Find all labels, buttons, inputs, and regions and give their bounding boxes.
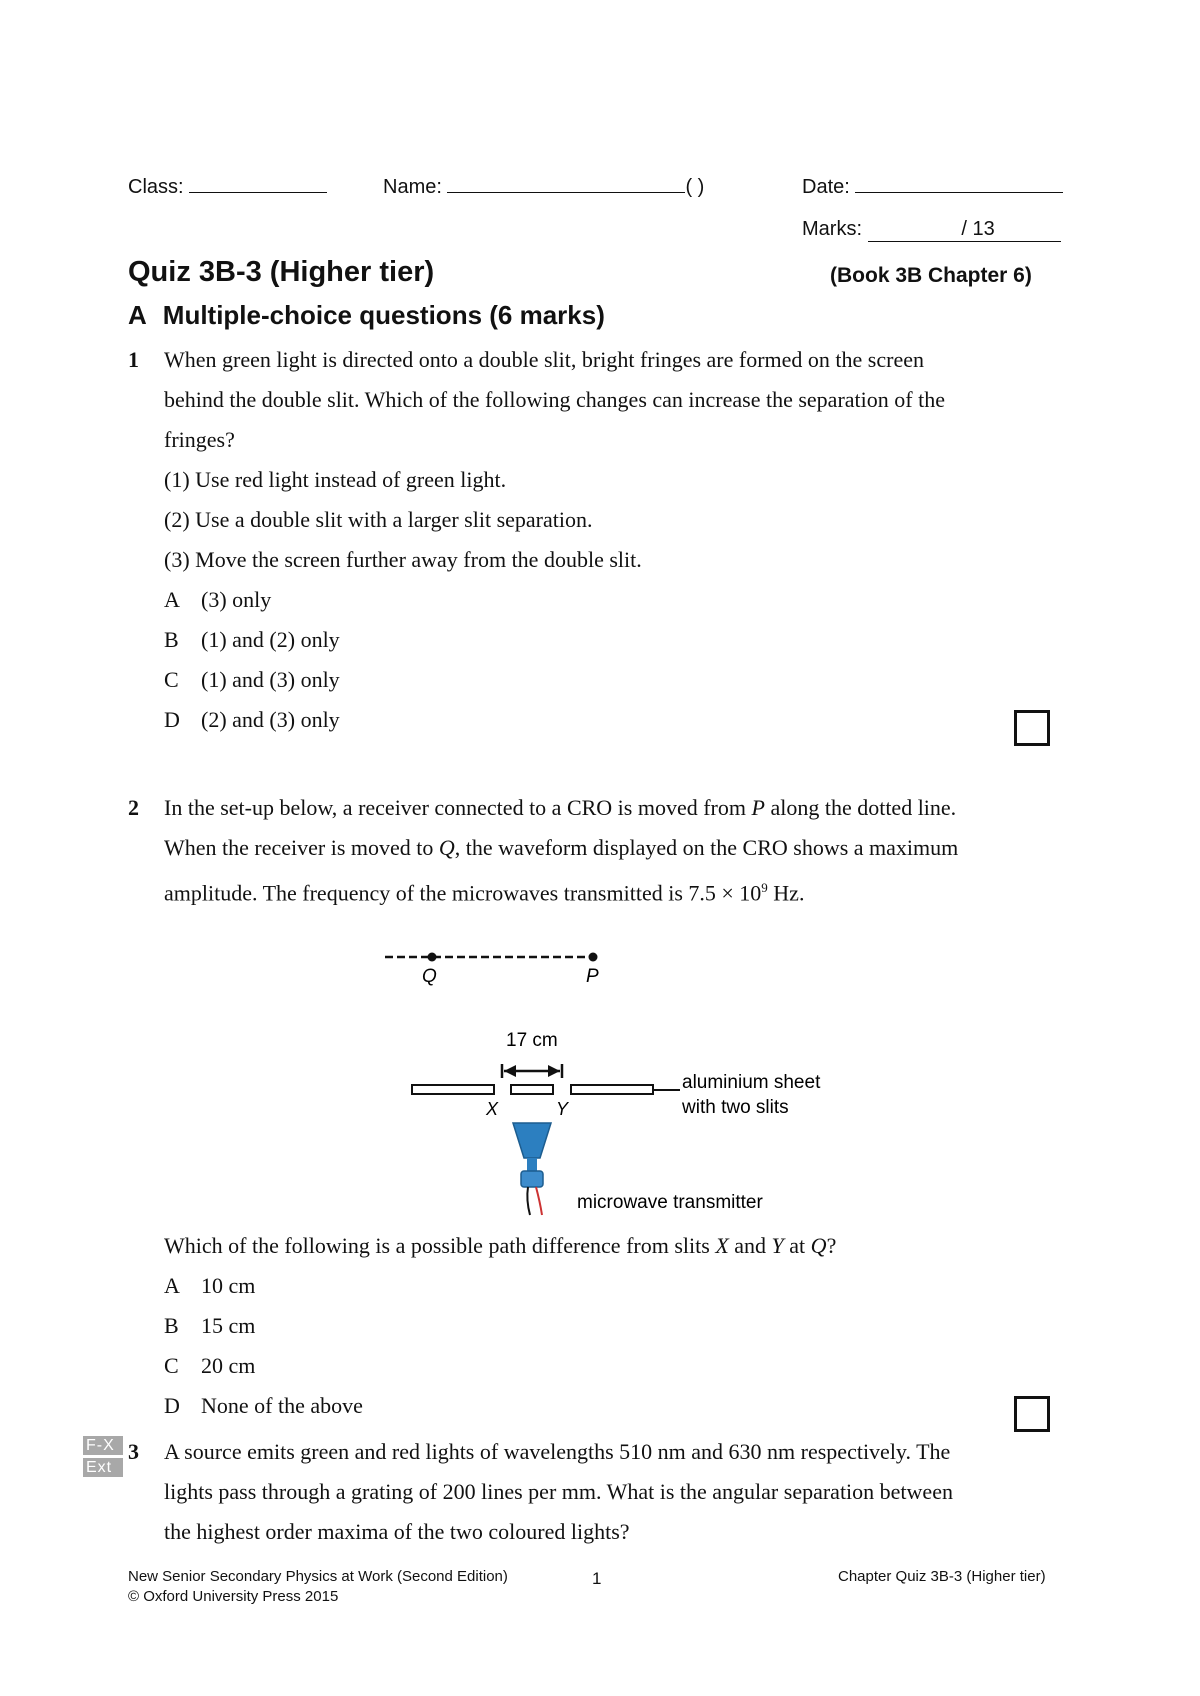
- point-q-marker: [428, 953, 437, 962]
- footer-copyright: © Oxford University Press 2015: [128, 1588, 339, 1605]
- name-field: [383, 176, 704, 199]
- label-slit-distance: 17 cm: [506, 1030, 558, 1051]
- q2-question: [164, 1226, 1114, 1426]
- q1-option-c[interactable]: C (1) and (3) only: [164, 667, 340, 692]
- transmitter-neck: [527, 1158, 537, 1172]
- quiz-title: Quiz 3B-3 (Higher tier): [128, 256, 435, 288]
- q2-question-line: Which of the following is a possible path difference from slits X and Y at Q?: [164, 1233, 837, 1258]
- q2-answer-box[interactable]: [1014, 1396, 1050, 1432]
- transmitter-wire-black: [527, 1187, 530, 1215]
- sheet-segment-middle: [511, 1085, 553, 1094]
- q1-stem: [164, 340, 1114, 740]
- transmitter-horn: [513, 1123, 551, 1158]
- q1-stem-line: behind the double slit. Which of the following changes can increase the separation of the: [164, 387, 945, 412]
- date-label: Date:: [802, 176, 850, 198]
- q2-option-d[interactable]: D None of the above: [164, 1393, 363, 1418]
- q1-option-b[interactable]: B (1) and (2) only: [164, 627, 340, 652]
- footer-book-title: New Senior Secondary Physics at Work (Second Edition): [128, 1568, 508, 1585]
- footer-chapter: Chapter Quiz 3B-3 (Higher tier): [838, 1568, 1046, 1585]
- q1-option-a[interactable]: A (3) only: [164, 587, 272, 612]
- marks-total: / 13: [961, 218, 995, 240]
- label-p: P: [586, 966, 599, 987]
- footer-page-number: 1: [592, 1569, 602, 1588]
- q1-stem-line: When green light is directed onto a double slit, bright fringes are formed on the screen: [164, 347, 924, 372]
- q3-stem: [164, 1432, 1114, 1552]
- q2-number: 2: [128, 795, 139, 820]
- section-heading: [128, 300, 605, 331]
- fx-badge-line-1: F-X: [83, 1436, 123, 1455]
- label-q: Q: [422, 966, 437, 987]
- q1-answer-box[interactable]: [1014, 710, 1050, 746]
- q1-stem-line: fringes?: [164, 427, 235, 452]
- q2-option-b[interactable]: B 15 cm: [164, 1313, 256, 1338]
- sheet-segment-right: [571, 1085, 653, 1094]
- double-slit-microwave-diagram: [380, 930, 840, 1220]
- q3-stem-line: A source emits green and red lights of wavelengths 510 nm and 630 nm respectively. The: [164, 1439, 951, 1464]
- label-sheet-2: with two slits: [682, 1097, 789, 1118]
- q2-stem: [164, 788, 1114, 913]
- section-title: Multiple-choice questions (6 marks): [162, 300, 605, 330]
- label-transmitter: microwave transmitter: [577, 1192, 763, 1213]
- q1-option-d[interactable]: D (2) and (3) only: [164, 707, 340, 732]
- q2-stem-line-1: In the set-up below, a receiver connected to a CRO is moved from P along the dotted line.: [164, 795, 957, 820]
- microwave-transmitter: [513, 1123, 551, 1215]
- q1-statement: (3) Move the screen further away from the double slit.: [164, 547, 642, 572]
- transmitter-wire-red: [536, 1187, 542, 1215]
- point-p-marker: [589, 953, 598, 962]
- marks-blank[interactable]: [868, 218, 1061, 242]
- class-blank[interactable]: [189, 192, 327, 193]
- fx-badge-line-2: Ext: [83, 1458, 123, 1477]
- label-sheet-1: aluminium sheet: [682, 1072, 821, 1093]
- marks-label: Marks:: [802, 218, 862, 240]
- class-field: [128, 176, 327, 199]
- q1-number: 1: [128, 347, 139, 372]
- class-number-paren: ( ): [685, 176, 705, 198]
- q2-stem-line-3: amplitude. The frequency of the microwaves transmitted is $7.5 \times 10^9$ Hz.: [164, 880, 805, 906]
- section-letter: A: [128, 300, 147, 330]
- date-blank[interactable]: [855, 192, 1063, 193]
- distance-arrowhead-right: [548, 1065, 560, 1077]
- transmitter-body: [521, 1171, 543, 1187]
- label-slit-x: X: [486, 1099, 499, 1119]
- class-label: Class:: [128, 176, 184, 198]
- q1-statement: (2) Use a double slit with a larger slit separation.: [164, 507, 593, 532]
- q3-number: 3: [128, 1439, 139, 1464]
- q3-stem-line: the highest order maxima of the two coloured lights?: [164, 1519, 630, 1544]
- q2-stem-line-2: When the receiver is moved to Q, the waveform displayed on the CRO shows a maximum: [164, 835, 959, 860]
- book-reference: (Book 3B Chapter 6): [830, 264, 1032, 287]
- q2-option-a[interactable]: A 10 cm: [164, 1273, 256, 1298]
- distance-arrowhead-left: [504, 1065, 516, 1077]
- name-blank[interactable]: [447, 192, 685, 193]
- name-label: Name:: [383, 176, 442, 198]
- label-slit-y: Y: [556, 1099, 569, 1119]
- q1-statement: (1) Use red light instead of green light.: [164, 467, 507, 492]
- q2-option-c[interactable]: C 20 cm: [164, 1353, 256, 1378]
- sheet-segment-left: [412, 1085, 494, 1094]
- marks-field: [802, 218, 1061, 242]
- q3-stem-line: lights pass through a grating of 200 lines per mm. What is the angular separation between: [164, 1479, 953, 1504]
- date-field: [802, 176, 1063, 199]
